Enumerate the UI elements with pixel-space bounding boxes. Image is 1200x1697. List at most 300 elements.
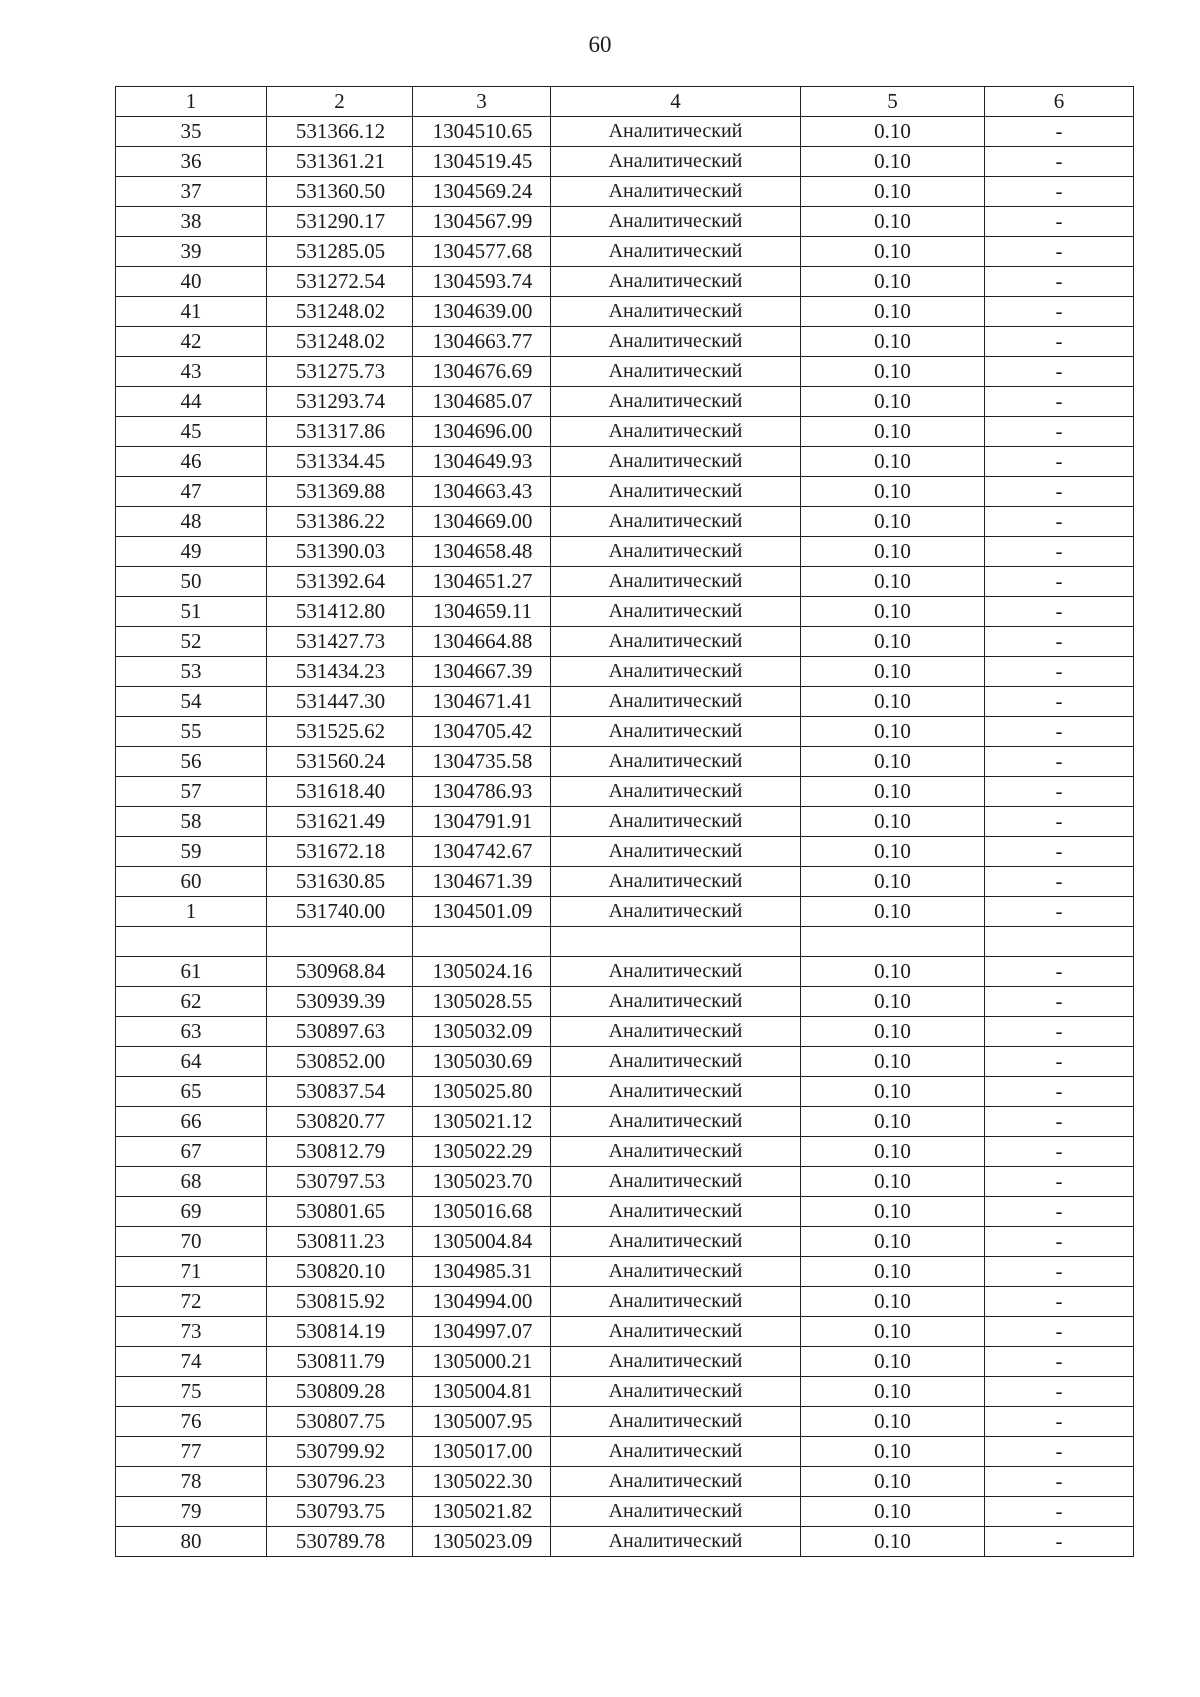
method-cell: Аналитический xyxy=(551,477,801,507)
note-cell: - xyxy=(985,1017,1134,1047)
note-cell: - xyxy=(985,177,1134,207)
y-coordinate-cell: 1305022.30 xyxy=(413,1467,551,1497)
method-cell: Аналитический xyxy=(551,687,801,717)
method-cell: Аналитический xyxy=(551,627,801,657)
method-cell: Аналитический xyxy=(551,747,801,777)
y-coordinate-cell: 1304786.93 xyxy=(413,777,551,807)
table-row xyxy=(116,1407,1134,1437)
y-coordinate-cell: 1305025.80 xyxy=(413,1077,551,1107)
table-row xyxy=(116,1317,1134,1347)
accuracy-cell: 0.10 xyxy=(801,747,985,777)
y-coordinate-cell: 1304567.99 xyxy=(413,207,551,237)
x-coordinate-cell: 531369.88 xyxy=(267,477,413,507)
note-cell: - xyxy=(985,1107,1134,1137)
note-cell: - xyxy=(985,1047,1134,1077)
table-row xyxy=(116,1347,1134,1377)
note-cell: - xyxy=(985,1077,1134,1107)
x-coordinate-cell: 530897.63 xyxy=(267,1017,413,1047)
y-coordinate-cell: 1304985.31 xyxy=(413,1257,551,1287)
point-number-cell: 46 xyxy=(116,447,267,477)
y-coordinate-cell: 1304791.91 xyxy=(413,807,551,837)
x-coordinate-cell: 531275.73 xyxy=(267,357,413,387)
y-coordinate-cell: 1304696.00 xyxy=(413,417,551,447)
note-cell xyxy=(985,927,1134,957)
note-cell: - xyxy=(985,957,1134,987)
point-number-cell: 77 xyxy=(116,1437,267,1467)
accuracy-cell: 0.10 xyxy=(801,597,985,627)
accuracy-cell: 0.10 xyxy=(801,507,985,537)
note-cell: - xyxy=(985,1527,1134,1557)
note-cell: - xyxy=(985,837,1134,867)
point-number-cell: 80 xyxy=(116,1527,267,1557)
column-header: 1 xyxy=(116,87,267,117)
accuracy-cell: 0.10 xyxy=(801,567,985,597)
y-coordinate-cell: 1304664.88 xyxy=(413,627,551,657)
note-cell: - xyxy=(985,327,1134,357)
y-coordinate-cell: 1304658.48 xyxy=(413,537,551,567)
method-cell: Аналитический xyxy=(551,1197,801,1227)
table-row xyxy=(116,957,1134,987)
method-cell: Аналитический xyxy=(551,567,801,597)
accuracy-cell: 0.10 xyxy=(801,1347,985,1377)
method-cell: Аналитический xyxy=(551,597,801,627)
method-cell: Аналитический xyxy=(551,1167,801,1197)
x-coordinate-cell: 531334.45 xyxy=(267,447,413,477)
accuracy-cell: 0.10 xyxy=(801,1407,985,1437)
accuracy-cell: 0.10 xyxy=(801,1377,985,1407)
y-coordinate-cell: 1304671.39 xyxy=(413,867,551,897)
x-coordinate-cell: 531427.73 xyxy=(267,627,413,657)
accuracy-cell: 0.10 xyxy=(801,807,985,837)
table-row xyxy=(116,477,1134,507)
x-coordinate-cell: 531293.74 xyxy=(267,387,413,417)
note-cell: - xyxy=(985,627,1134,657)
x-coordinate-cell: 530812.79 xyxy=(267,1137,413,1167)
note-cell: - xyxy=(985,1467,1134,1497)
x-coordinate-cell: 530801.65 xyxy=(267,1197,413,1227)
x-coordinate-cell: 530837.54 xyxy=(267,1077,413,1107)
x-coordinate-cell: 530968.84 xyxy=(267,957,413,987)
table-body xyxy=(116,87,1134,1557)
method-cell: Аналитический xyxy=(551,807,801,837)
note-cell: - xyxy=(985,477,1134,507)
method-cell xyxy=(551,927,801,957)
y-coordinate-cell: 1304676.69 xyxy=(413,357,551,387)
point-number-cell: 42 xyxy=(116,327,267,357)
y-coordinate-cell: 1304994.00 xyxy=(413,1287,551,1317)
accuracy-cell: 0.10 xyxy=(801,477,985,507)
accuracy-cell: 0.10 xyxy=(801,387,985,417)
accuracy-cell: 0.10 xyxy=(801,897,985,927)
point-number-cell: 36 xyxy=(116,147,267,177)
method-cell: Аналитический xyxy=(551,1317,801,1347)
column-header: 3 xyxy=(413,87,551,117)
x-coordinate-cell xyxy=(267,927,413,957)
x-coordinate-cell: 530789.78 xyxy=(267,1527,413,1557)
note-cell: - xyxy=(985,867,1134,897)
method-cell: Аналитический xyxy=(551,1407,801,1437)
accuracy-cell: 0.10 xyxy=(801,867,985,897)
x-coordinate-cell: 531390.03 xyxy=(267,537,413,567)
y-coordinate-cell: 1305023.70 xyxy=(413,1167,551,1197)
table-row xyxy=(116,447,1134,477)
table-row xyxy=(116,987,1134,1017)
note-cell: - xyxy=(985,1227,1134,1257)
accuracy-cell: 0.10 xyxy=(801,537,985,567)
note-cell: - xyxy=(985,1377,1134,1407)
x-coordinate-cell: 531366.12 xyxy=(267,117,413,147)
method-cell: Аналитический xyxy=(551,1287,801,1317)
table-row xyxy=(116,357,1134,387)
x-coordinate-cell: 531361.21 xyxy=(267,147,413,177)
accuracy-cell: 0.10 xyxy=(801,1317,985,1347)
method-cell: Аналитический xyxy=(551,837,801,867)
x-coordinate-cell: 530811.23 xyxy=(267,1227,413,1257)
y-coordinate-cell: 1305030.69 xyxy=(413,1047,551,1077)
table-row xyxy=(116,867,1134,897)
x-coordinate-cell: 530811.79 xyxy=(267,1347,413,1377)
x-coordinate-cell: 530799.92 xyxy=(267,1437,413,1467)
y-coordinate-cell: 1305007.95 xyxy=(413,1407,551,1437)
table-row xyxy=(116,627,1134,657)
method-cell: Аналитический xyxy=(551,327,801,357)
method-cell: Аналитический xyxy=(551,417,801,447)
y-coordinate-cell xyxy=(413,927,551,957)
x-coordinate-cell: 530820.77 xyxy=(267,1107,413,1137)
x-coordinate-cell: 531272.54 xyxy=(267,267,413,297)
point-number-cell: 75 xyxy=(116,1377,267,1407)
point-number-cell: 48 xyxy=(116,507,267,537)
x-coordinate-cell: 531392.64 xyxy=(267,567,413,597)
point-number-cell: 74 xyxy=(116,1347,267,1377)
table-row xyxy=(116,837,1134,867)
table-row xyxy=(116,147,1134,177)
table-row xyxy=(116,537,1134,567)
accuracy-cell: 0.10 xyxy=(801,447,985,477)
point-number-cell xyxy=(116,927,267,957)
note-cell: - xyxy=(985,597,1134,627)
table-row xyxy=(116,1107,1134,1137)
point-number-cell: 51 xyxy=(116,597,267,627)
method-cell: Аналитический xyxy=(551,357,801,387)
y-coordinate-cell: 1304593.74 xyxy=(413,267,551,297)
note-cell: - xyxy=(985,297,1134,327)
table-row xyxy=(116,687,1134,717)
note-cell: - xyxy=(985,417,1134,447)
accuracy-cell: 0.10 xyxy=(801,957,985,987)
accuracy-cell: 0.10 xyxy=(801,627,985,657)
table-row xyxy=(116,807,1134,837)
table-header-row xyxy=(116,87,1134,117)
table-row xyxy=(116,297,1134,327)
method-cell: Аналитический xyxy=(551,117,801,147)
accuracy-cell: 0.10 xyxy=(801,237,985,267)
y-coordinate-cell: 1305021.12 xyxy=(413,1107,551,1137)
method-cell: Аналитический xyxy=(551,1017,801,1047)
accuracy-cell: 0.10 xyxy=(801,1467,985,1497)
table-row xyxy=(116,927,1134,957)
point-number-cell: 59 xyxy=(116,837,267,867)
table-row xyxy=(116,177,1134,207)
x-coordinate-cell: 530797.53 xyxy=(267,1167,413,1197)
y-coordinate-cell: 1304667.39 xyxy=(413,657,551,687)
note-cell: - xyxy=(985,507,1134,537)
note-cell: - xyxy=(985,387,1134,417)
accuracy-cell: 0.10 xyxy=(801,1167,985,1197)
x-coordinate-cell: 531412.80 xyxy=(267,597,413,627)
method-cell: Аналитический xyxy=(551,1527,801,1557)
y-coordinate-cell: 1305017.00 xyxy=(413,1437,551,1467)
method-cell: Аналитический xyxy=(551,237,801,267)
point-number-cell: 68 xyxy=(116,1167,267,1197)
method-cell: Аналитический xyxy=(551,147,801,177)
method-cell: Аналитический xyxy=(551,207,801,237)
y-coordinate-cell: 1304519.45 xyxy=(413,147,551,177)
accuracy-cell: 0.10 xyxy=(801,1107,985,1137)
y-coordinate-cell: 1304659.11 xyxy=(413,597,551,627)
x-coordinate-cell: 531447.30 xyxy=(267,687,413,717)
accuracy-cell: 0.10 xyxy=(801,1227,985,1257)
x-coordinate-cell: 531621.49 xyxy=(267,807,413,837)
note-cell: - xyxy=(985,987,1134,1017)
point-number-cell: 66 xyxy=(116,1107,267,1137)
point-number-cell: 43 xyxy=(116,357,267,387)
accuracy-cell: 0.10 xyxy=(801,1047,985,1077)
method-cell: Аналитический xyxy=(551,717,801,747)
note-cell: - xyxy=(985,1287,1134,1317)
note-cell: - xyxy=(985,567,1134,597)
y-coordinate-cell: 1305000.21 xyxy=(413,1347,551,1377)
y-coordinate-cell: 1304663.77 xyxy=(413,327,551,357)
point-number-cell: 67 xyxy=(116,1137,267,1167)
y-coordinate-cell: 1305021.82 xyxy=(413,1497,551,1527)
x-coordinate-cell: 531672.18 xyxy=(267,837,413,867)
accuracy-cell: 0.10 xyxy=(801,1257,985,1287)
method-cell: Аналитический xyxy=(551,1377,801,1407)
method-cell: Аналитический xyxy=(551,1347,801,1377)
table-row xyxy=(116,1527,1134,1557)
table-row xyxy=(116,717,1134,747)
y-coordinate-cell: 1305022.29 xyxy=(413,1137,551,1167)
accuracy-cell: 0.10 xyxy=(801,1077,985,1107)
y-coordinate-cell: 1304735.58 xyxy=(413,747,551,777)
note-cell: - xyxy=(985,687,1134,717)
table-row xyxy=(116,207,1134,237)
y-coordinate-cell: 1305004.81 xyxy=(413,1377,551,1407)
table-row xyxy=(116,507,1134,537)
table-row xyxy=(116,1467,1134,1497)
y-coordinate-cell: 1304501.09 xyxy=(413,897,551,927)
x-coordinate-cell: 531290.17 xyxy=(267,207,413,237)
method-cell: Аналитический xyxy=(551,1107,801,1137)
x-coordinate-cell: 531525.62 xyxy=(267,717,413,747)
method-cell: Аналитический xyxy=(551,177,801,207)
point-number-cell: 55 xyxy=(116,717,267,747)
table-row xyxy=(116,897,1134,927)
table-row xyxy=(116,117,1134,147)
table-row xyxy=(116,417,1134,447)
accuracy-cell: 0.10 xyxy=(801,1017,985,1047)
table-row xyxy=(116,777,1134,807)
accuracy-cell: 0.10 xyxy=(801,657,985,687)
method-cell: Аналитический xyxy=(551,297,801,327)
accuracy-cell: 0.10 xyxy=(801,117,985,147)
method-cell: Аналитический xyxy=(551,777,801,807)
point-number-cell: 54 xyxy=(116,687,267,717)
note-cell: - xyxy=(985,1437,1134,1467)
note-cell: - xyxy=(985,1407,1134,1437)
x-coordinate-cell: 530939.39 xyxy=(267,987,413,1017)
y-coordinate-cell: 1304639.00 xyxy=(413,297,551,327)
accuracy-cell: 0.10 xyxy=(801,267,985,297)
method-cell: Аналитический xyxy=(551,957,801,987)
point-number-cell: 50 xyxy=(116,567,267,597)
note-cell: - xyxy=(985,1167,1134,1197)
point-number-cell: 69 xyxy=(116,1197,267,1227)
point-number-cell: 44 xyxy=(116,387,267,417)
note-cell: - xyxy=(985,237,1134,267)
y-coordinate-cell: 1304669.00 xyxy=(413,507,551,537)
point-number-cell: 52 xyxy=(116,627,267,657)
note-cell: - xyxy=(985,117,1134,147)
method-cell: Аналитический xyxy=(551,897,801,927)
note-cell: - xyxy=(985,447,1134,477)
accuracy-cell xyxy=(801,927,985,957)
accuracy-cell: 0.10 xyxy=(801,837,985,867)
method-cell: Аналитический xyxy=(551,507,801,537)
point-number-cell: 78 xyxy=(116,1467,267,1497)
accuracy-cell: 0.10 xyxy=(801,1497,985,1527)
accuracy-cell: 0.10 xyxy=(801,1287,985,1317)
table-row xyxy=(116,657,1134,687)
point-number-cell: 38 xyxy=(116,207,267,237)
method-cell: Аналитический xyxy=(551,387,801,417)
point-number-cell: 45 xyxy=(116,417,267,447)
method-cell: Аналитический xyxy=(551,1467,801,1497)
method-cell: Аналитический xyxy=(551,1227,801,1257)
point-number-cell: 62 xyxy=(116,987,267,1017)
accuracy-cell: 0.10 xyxy=(801,687,985,717)
table-row xyxy=(116,327,1134,357)
point-number-cell: 47 xyxy=(116,477,267,507)
table-row xyxy=(116,387,1134,417)
method-cell: Аналитический xyxy=(551,1047,801,1077)
method-cell: Аналитический xyxy=(551,867,801,897)
table-row xyxy=(116,597,1134,627)
x-coordinate-cell: 531317.86 xyxy=(267,417,413,447)
y-coordinate-cell: 1304705.42 xyxy=(413,717,551,747)
table-row xyxy=(116,237,1134,267)
accuracy-cell: 0.10 xyxy=(801,987,985,1017)
y-coordinate-cell: 1305024.16 xyxy=(413,957,551,987)
table-row xyxy=(116,267,1134,297)
accuracy-cell: 0.10 xyxy=(801,777,985,807)
page-number: 60 xyxy=(588,32,612,57)
note-cell: - xyxy=(985,717,1134,747)
note-cell: - xyxy=(985,537,1134,567)
point-number-cell: 73 xyxy=(116,1317,267,1347)
table-row xyxy=(116,747,1134,777)
method-cell: Аналитический xyxy=(551,1137,801,1167)
accuracy-cell: 0.10 xyxy=(801,417,985,447)
x-coordinate-cell: 530793.75 xyxy=(267,1497,413,1527)
note-cell: - xyxy=(985,147,1134,177)
accuracy-cell: 0.10 xyxy=(801,207,985,237)
method-cell: Аналитический xyxy=(551,987,801,1017)
y-coordinate-cell: 1305028.55 xyxy=(413,987,551,1017)
column-header: 5 xyxy=(801,87,985,117)
x-coordinate-cell: 530796.23 xyxy=(267,1467,413,1497)
column-header: 6 xyxy=(985,87,1134,117)
accuracy-cell: 0.10 xyxy=(801,327,985,357)
accuracy-cell: 0.10 xyxy=(801,1137,985,1167)
method-cell: Аналитический xyxy=(551,537,801,567)
x-coordinate-cell: 531740.00 xyxy=(267,897,413,927)
note-cell: - xyxy=(985,357,1134,387)
point-number-cell: 41 xyxy=(116,297,267,327)
point-number-cell: 65 xyxy=(116,1077,267,1107)
note-cell: - xyxy=(985,1197,1134,1227)
point-number-cell: 79 xyxy=(116,1497,267,1527)
x-coordinate-cell: 530814.19 xyxy=(267,1317,413,1347)
x-coordinate-cell: 531560.24 xyxy=(267,747,413,777)
accuracy-cell: 0.10 xyxy=(801,1527,985,1557)
point-number-cell: 53 xyxy=(116,657,267,687)
note-cell: - xyxy=(985,657,1134,687)
x-coordinate-cell: 531618.40 xyxy=(267,777,413,807)
y-coordinate-cell: 1304685.07 xyxy=(413,387,551,417)
table-row xyxy=(116,1377,1134,1407)
note-cell: - xyxy=(985,1137,1134,1167)
accuracy-cell: 0.10 xyxy=(801,297,985,327)
method-cell: Аналитический xyxy=(551,267,801,297)
table-row xyxy=(116,1437,1134,1467)
y-coordinate-cell: 1305023.09 xyxy=(413,1527,551,1557)
point-number-cell: 35 xyxy=(116,117,267,147)
x-coordinate-cell: 531434.23 xyxy=(267,657,413,687)
method-cell: Аналитический xyxy=(551,447,801,477)
y-coordinate-cell: 1304997.07 xyxy=(413,1317,551,1347)
table-row xyxy=(116,1257,1134,1287)
x-coordinate-cell: 531360.50 xyxy=(267,177,413,207)
y-coordinate-cell: 1304651.27 xyxy=(413,567,551,597)
y-coordinate-cell: 1304649.93 xyxy=(413,447,551,477)
point-number-cell: 76 xyxy=(116,1407,267,1437)
y-coordinate-cell: 1305004.84 xyxy=(413,1227,551,1257)
table-row xyxy=(116,1167,1134,1197)
point-number-cell: 56 xyxy=(116,747,267,777)
table-row xyxy=(116,567,1134,597)
note-cell: - xyxy=(985,1347,1134,1377)
note-cell: - xyxy=(985,1317,1134,1347)
x-coordinate-cell: 531285.05 xyxy=(267,237,413,267)
method-cell: Аналитический xyxy=(551,1257,801,1287)
x-coordinate-cell: 530809.28 xyxy=(267,1377,413,1407)
note-cell: - xyxy=(985,267,1134,297)
point-number-cell: 49 xyxy=(116,537,267,567)
method-cell: Аналитический xyxy=(551,657,801,687)
point-number-cell: 72 xyxy=(116,1287,267,1317)
note-cell: - xyxy=(985,807,1134,837)
accuracy-cell: 0.10 xyxy=(801,1197,985,1227)
point-number-cell: 60 xyxy=(116,867,267,897)
note-cell: - xyxy=(985,747,1134,777)
method-cell: Аналитический xyxy=(551,1077,801,1107)
x-coordinate-cell: 531248.02 xyxy=(267,327,413,357)
table-row xyxy=(116,1077,1134,1107)
column-header: 4 xyxy=(551,87,801,117)
y-coordinate-cell: 1304671.41 xyxy=(413,687,551,717)
